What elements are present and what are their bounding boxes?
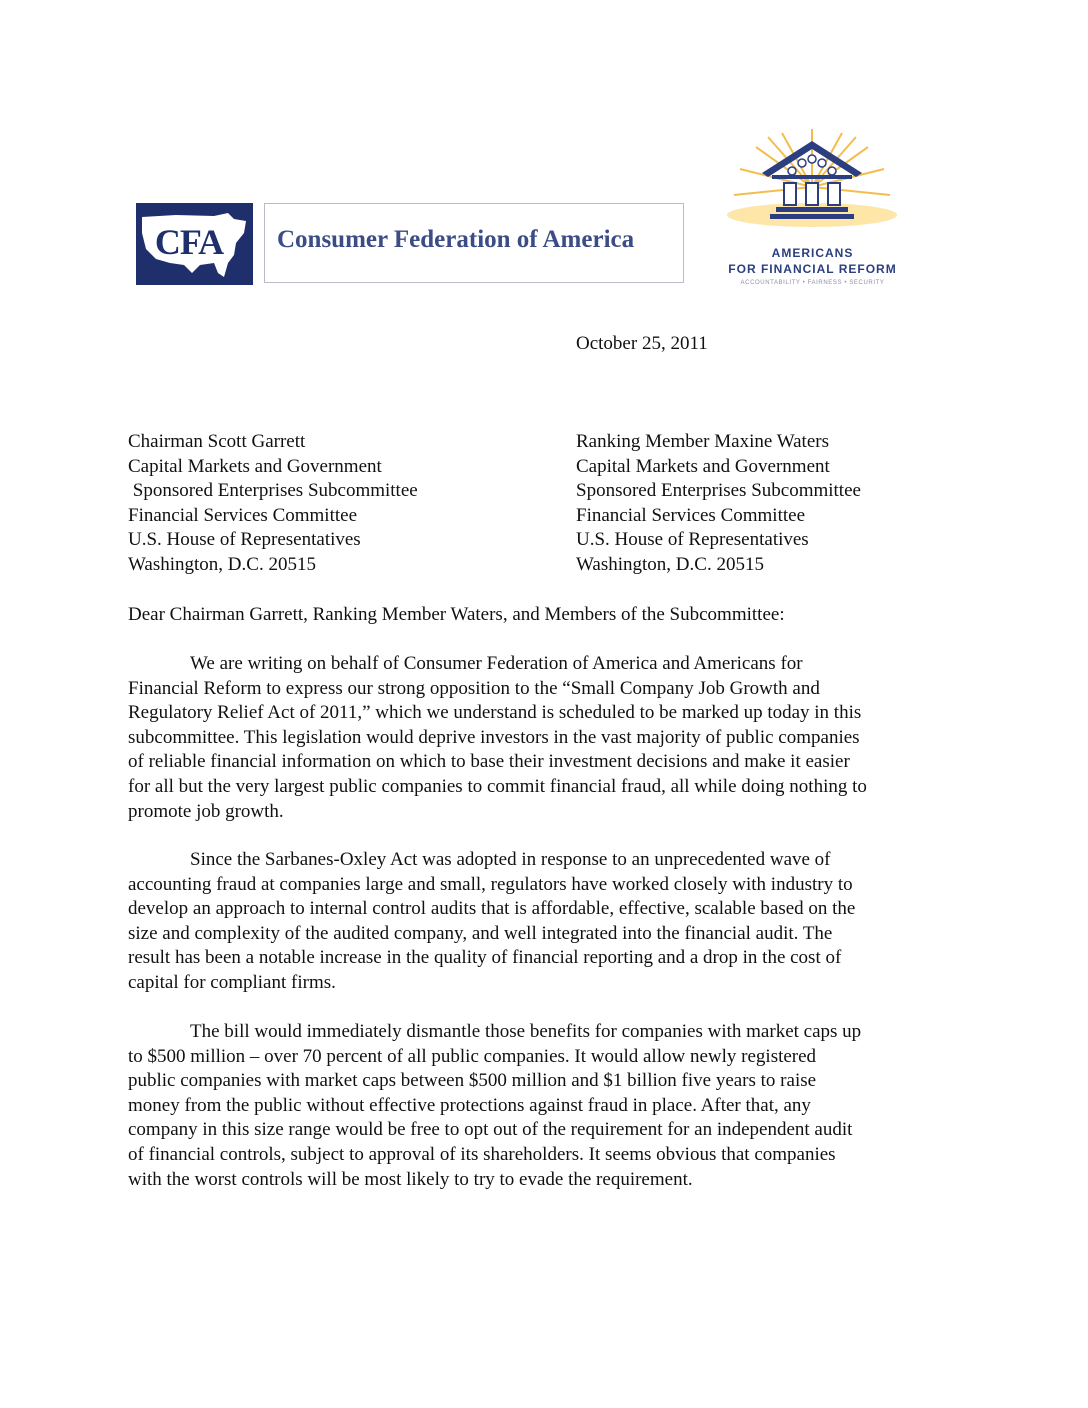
paragraph-line: promote job growth. [128, 800, 284, 822]
address-line: Washington, D.C. 20515 [576, 553, 764, 575]
address-line: Chairman Scott Garrett [128, 431, 306, 452]
address-line: U.S. House of Representatives [576, 529, 809, 551]
paragraph-line: develop an approach to internal control audits that is affordable, effective, scalable based on the [128, 898, 856, 920]
paragraph-line: of reliable financial information on which to base their investment decisions and make it easier [128, 751, 850, 773]
afr-logo [710, 125, 915, 295]
paragraph-line: Financial Reform to express our strong opposition to the “Small Company Job Growth and [128, 677, 820, 699]
body-paragraph-3 [128, 1020, 958, 1192]
paragraph-line: accounting fraud at companies large and small, regulators have worked closely with industry to [128, 873, 853, 895]
paragraph-line: company in this size range would be free to opt out of the requirement for an independent audit [128, 1119, 853, 1141]
address-line: Washington, D.C. 20515 [128, 553, 316, 575]
paragraph-line: Regulatory Relief Act of 2011,” which we understand is scheduled to be marked up today in this [128, 702, 862, 724]
cfa-organization-name: Consumer Federation of America [277, 226, 635, 253]
paragraph-line: We are writing on behalf of Consumer Federation of America and Americans for [190, 653, 803, 674]
address-line: Financial Services Committee [128, 504, 358, 526]
cfa-letters: CFA [154, 222, 224, 262]
cfa-logo [136, 203, 686, 285]
paragraph-line: size and complexity of the audited company, and well integrated into the financial audit. The [128, 922, 833, 944]
afr-name-line2: FOR FINANCIAL REFORM [728, 262, 897, 276]
paragraph-line: public companies with market caps between $500 million and $1 billion five years to raise [128, 1070, 817, 1092]
salutation: Dear Chairman Garrett, Ranking Member Waters, and Members of the Subcommittee: [128, 604, 785, 625]
address-line: Financial Services Committee [576, 504, 806, 526]
address-line: Sponsored Enterprises Subcommittee [576, 480, 861, 502]
cfa-map-mark [136, 203, 253, 285]
afr-name-line1: AMERICANS [771, 246, 854, 260]
recipient-block-right [576, 430, 861, 578]
body-paragraph-2 [128, 848, 958, 996]
address-line: Sponsored Enterprises Subcommittee [128, 480, 418, 502]
paragraph-line: money from the public without effective protections against fraud in place. After that, any [128, 1094, 811, 1116]
paragraph-line: with the worst controls will be most likely to try to evade the requirement. [128, 1168, 693, 1190]
paragraph-line: for all but the very largest public companies to commit financial fraud, all while doing nothing to [128, 775, 867, 797]
paragraph-line: of financial controls, subject to approval of its shareholders. It seems obvious that companies [128, 1143, 836, 1165]
address-line: U.S. House of Representatives [128, 529, 361, 551]
letter-date: October 25, 2011 [576, 333, 708, 354]
recipient-block-left [128, 430, 418, 578]
address-line: Capital Markets and Government [576, 455, 830, 477]
afr-tagline: ACCOUNTABILITY • FAIRNESS • SECURITY [740, 280, 885, 286]
cfa-name-box [264, 203, 684, 283]
paragraph-line: to $500 million – over 70 percent of all public companies. It would allow newly registered [128, 1045, 817, 1067]
paragraph-line: subcommittee. This legislation would deprive investors in the vast majority of public companies [128, 726, 860, 748]
paragraph-line: result has been a notable increase in the quality of financial reporting and a drop in the cost of [128, 947, 842, 969]
afr-emblem-icon [710, 125, 915, 245]
address-line: Capital Markets and Government [128, 455, 382, 477]
paragraph-line: Since the Sarbanes-Oxley Act was adopted in response to an unprecedented wave of [190, 849, 831, 870]
paragraph-line: The bill would immediately dismantle those benefits for companies with market caps up [190, 1021, 862, 1042]
body-paragraph-1 [128, 652, 958, 824]
address-line: Ranking Member Maxine Waters [576, 431, 829, 452]
paragraph-line: capital for compliant firms. [128, 971, 336, 993]
